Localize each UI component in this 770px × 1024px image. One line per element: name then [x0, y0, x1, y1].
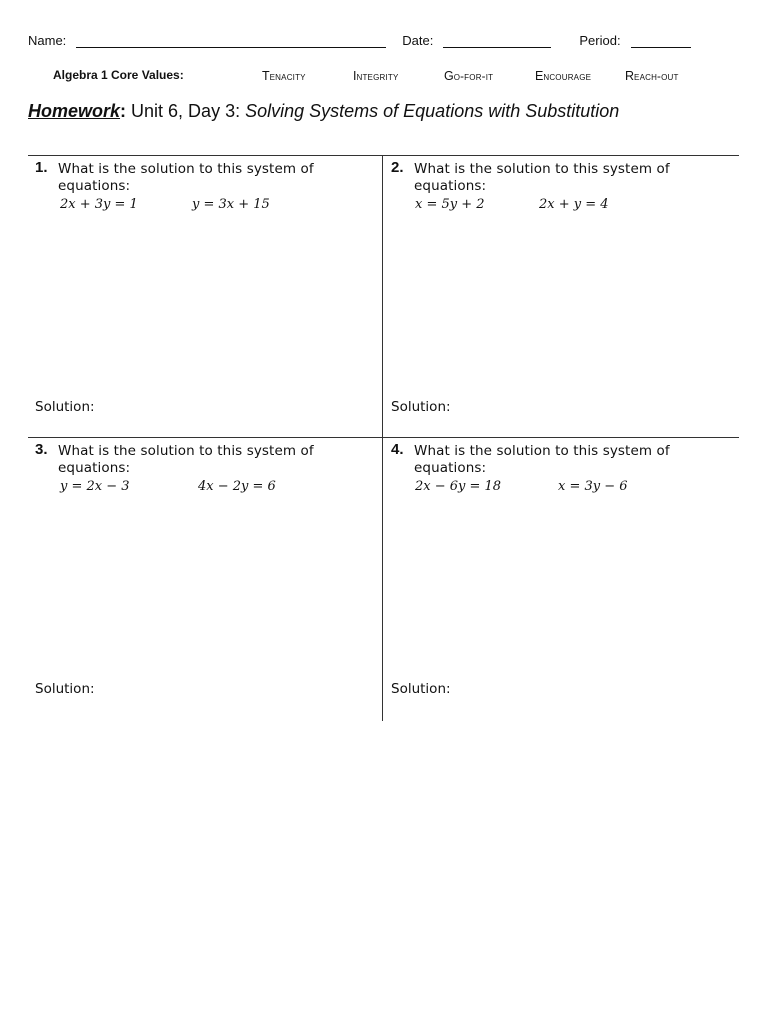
solution-label: Solution: [35, 681, 95, 697]
equation-1: 2x − 6y = 18 [415, 479, 502, 494]
topic-label: Solving Systems of Equations with Substitution [245, 101, 620, 121]
solution-label: Solution: [391, 399, 451, 415]
core-value-tenacity: Tenacity [262, 69, 306, 83]
problem-number: 1. [35, 159, 48, 176]
problem-number: 4. [391, 441, 404, 458]
grid-top-divider [28, 155, 739, 156]
core-values-row [0, 67, 770, 85]
core-value-integrity: Integrity [353, 69, 399, 83]
problem-question: What is the solution to this system of equations: [414, 443, 670, 476]
problem-number: 2. [391, 159, 404, 176]
name-label: Name: [28, 33, 67, 48]
homework-label: Homework [28, 101, 121, 121]
core-value-go-for-it: Go-for-it [444, 69, 494, 83]
equation-2: y = 3x + 15 [192, 197, 270, 212]
equation-1: y = 2x − 3 [60, 479, 130, 494]
problem-number: 3. [35, 441, 48, 458]
solution-label: Solution: [35, 399, 95, 415]
date-blank-field[interactable] [443, 35, 551, 48]
grid-middle-divider [28, 437, 739, 438]
core-value-encourage: Encourage [535, 69, 592, 83]
problem-question: What is the solution to this system of equations: [58, 443, 314, 476]
period-blank-field[interactable] [631, 35, 691, 48]
period-label: Period: [579, 33, 621, 48]
solution-label: Solution: [391, 681, 451, 697]
problem-4 [391, 441, 731, 711]
core-values-title: Algebra 1 Core Values: [53, 68, 184, 82]
date-label: Date: [402, 33, 434, 48]
problem-3 [35, 441, 375, 711]
grid-vertical-divider [382, 156, 383, 721]
equation-2: 2x + y = 4 [539, 197, 609, 212]
problem-2 [391, 159, 731, 429]
problem-question: What is the solution to this system of equations: [414, 161, 670, 194]
equation-2: x = 3y − 6 [558, 479, 628, 494]
equation-1: 2x + 3y = 1 [60, 197, 138, 212]
student-info-header [28, 30, 691, 48]
equation-2: 4x − 2y = 6 [198, 479, 276, 494]
problem-question: What is the solution to this system of equations: [58, 161, 314, 194]
page-title: Homework: Unit 6, Day 3: Solving Systems of Equations with Substitution [28, 101, 620, 121]
equation-1: x = 5y + 2 [415, 197, 485, 212]
unit-day-label: Unit 6, Day 3: [126, 101, 246, 121]
name-blank-field[interactable] [76, 35, 386, 48]
problem-1 [35, 159, 375, 429]
core-value-reach-out: Reach-out [625, 69, 679, 83]
